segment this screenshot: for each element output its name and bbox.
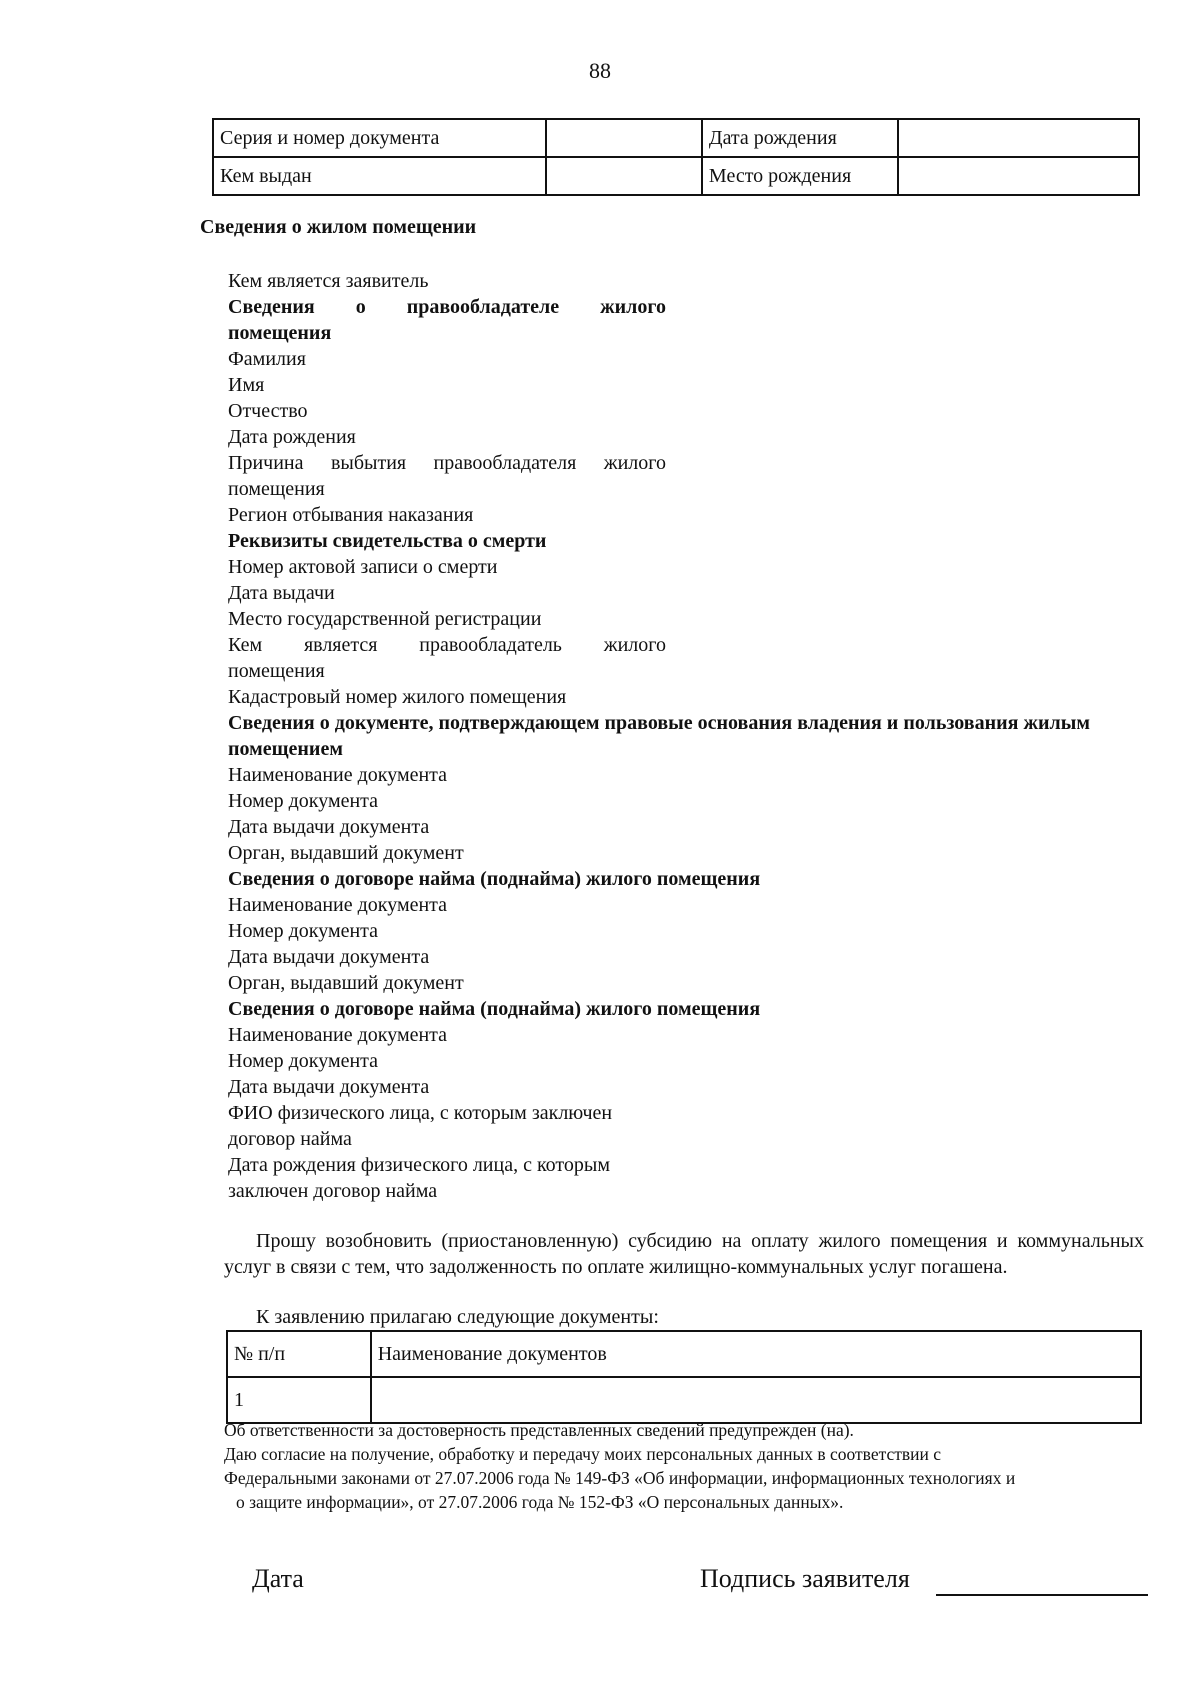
document-number-label: Номер документа — [228, 920, 379, 942]
consent-statement-end: о защите информации», от 27.07.2006 года № 152-ФЗ «О персональных данных». — [236, 1492, 844, 1512]
label-word: жилого — [603, 634, 666, 656]
document-number-label: Номер документа — [228, 790, 379, 812]
death-certificate-heading: Реквизиты свидетельства о смерти — [228, 530, 547, 552]
owner-role-label — [228, 632, 666, 658]
birth-place-label: Место рождения — [702, 157, 898, 195]
label-word: правообладателя — [433, 452, 577, 474]
surname-label: Фамилия — [228, 348, 306, 370]
departure-reason-tail: помещения — [228, 478, 325, 500]
document-name-label: Наименование документа — [228, 894, 448, 916]
document-series-field[interactable] — [546, 119, 702, 157]
document-issue-date-label: Дата выдачи документа — [228, 946, 430, 968]
document-name-cell[interactable] — [371, 1377, 1141, 1423]
section-title: Сведения о жилом помещении — [200, 216, 477, 238]
ownership-document-heading: Сведения о документе, подтверждающем правовые основания владения и пользования жилым помещением — [228, 712, 1090, 760]
owner-heading-tail: помещения — [228, 322, 332, 344]
document-issue-date-label: Дата выдачи документа — [228, 1076, 430, 1098]
label-word: Кем — [228, 634, 263, 656]
registration-place-label: Место государственной регистрации — [228, 608, 542, 630]
column-header-number: № п/п — [227, 1331, 371, 1377]
document-issuer-label: Орган, выдавший документ — [228, 972, 464, 994]
table-header-row — [227, 1331, 1141, 1377]
label-word: выбытия — [330, 452, 407, 474]
document-name-label: Наименование документа — [228, 764, 448, 786]
owner-heading — [228, 294, 666, 320]
consent-block — [224, 1418, 1144, 1514]
sentence-region-label: Регион отбывания наказания — [228, 504, 474, 526]
table-row — [213, 157, 1139, 195]
attachments-label: К заявлению прилагаю следующие документы: — [256, 1306, 659, 1328]
consent-statement-cont: Федеральными законами от 27.07.2006 года № 149-ФЗ «Об информации, информационных технологиях и — [224, 1468, 1016, 1488]
signature-line[interactable] — [936, 1594, 1148, 1596]
request-text: Прошу возобновить (приостановленную) субсидию на оплату жилого помещения и коммунальных услуг в связи с тем, что задолженность по оплате жилищно-коммунальных услуг погашена. — [224, 1230, 1144, 1278]
label-word: правообладатель — [419, 634, 562, 656]
issued-by-label: Кем выдан — [213, 157, 546, 195]
birth-date-field[interactable] — [898, 119, 1139, 157]
tenant-birth-date-label: Дата рождения физического лица, с которым — [228, 1154, 610, 1176]
patronymic-label: Отчество — [228, 400, 308, 422]
cadastral-number-label: Кадастровый номер жилого помещения — [228, 686, 567, 708]
heading-word: о — [355, 296, 366, 318]
document-issue-date-label: Дата выдачи документа — [228, 816, 430, 838]
document-series-label: Серия и номер документа — [213, 119, 546, 157]
document-number-label: Номер документа — [228, 1050, 379, 1072]
page-number: 88 — [589, 58, 611, 83]
birth-place-field[interactable] — [898, 157, 1139, 195]
consent-statement: Даю согласие на получение, обработку и передачу моих персональных данных в соответствии с — [224, 1444, 942, 1464]
name-label: Имя — [228, 374, 265, 396]
label-word: жилого — [603, 452, 666, 474]
heading-word: правообладателе — [406, 296, 560, 318]
attached-documents-table — [226, 1330, 1142, 1424]
heading-word: жилого — [600, 296, 666, 318]
column-header-document-name: Наименование документов — [371, 1331, 1141, 1377]
heading-word: Сведения — [228, 296, 315, 318]
signature-label: Подпись заявителя — [700, 1564, 910, 1593]
lease-heading: Сведения о договоре найма (поднайма) жилого помещения — [228, 998, 761, 1020]
death-record-number-label: Номер актовой записи о смерти — [228, 556, 498, 578]
tenant-name-label-cont: договор найма — [228, 1128, 352, 1150]
date-label: Дата — [252, 1564, 304, 1593]
applicant-role-label: Кем является заявитель — [228, 270, 429, 292]
issue-date-label: Дата выдачи — [228, 582, 335, 604]
issued-by-field[interactable] — [546, 157, 702, 195]
lease-heading: Сведения о договоре найма (поднайма) жилого помещения — [228, 868, 761, 890]
label-word: Причина — [228, 452, 304, 474]
departure-reason-label — [228, 450, 666, 476]
tenant-birth-date-label-cont: заключен договор найма — [228, 1180, 438, 1202]
table-row — [227, 1377, 1141, 1423]
responsibility-statement: Об ответственности за достоверность представленных сведений предупрежден (на). — [224, 1420, 854, 1440]
row-number-cell: 1 — [227, 1377, 371, 1423]
tenant-name-label: ФИО физического лица, с которым заключен — [228, 1102, 613, 1124]
table-row — [213, 119, 1139, 157]
owner-role-tail: помещения — [228, 660, 325, 682]
identity-document-table — [212, 118, 1140, 196]
document-name-label: Наименование документа — [228, 1024, 448, 1046]
request-paragraph — [224, 1228, 1144, 1280]
document-issuer-label: Орган, выдавший документ — [228, 842, 464, 864]
owner-birth-date-label: Дата рождения — [228, 426, 356, 448]
housing-fields-list — [228, 268, 1128, 1204]
label-word: является — [303, 634, 378, 656]
birth-date-label: Дата рождения — [702, 119, 898, 157]
